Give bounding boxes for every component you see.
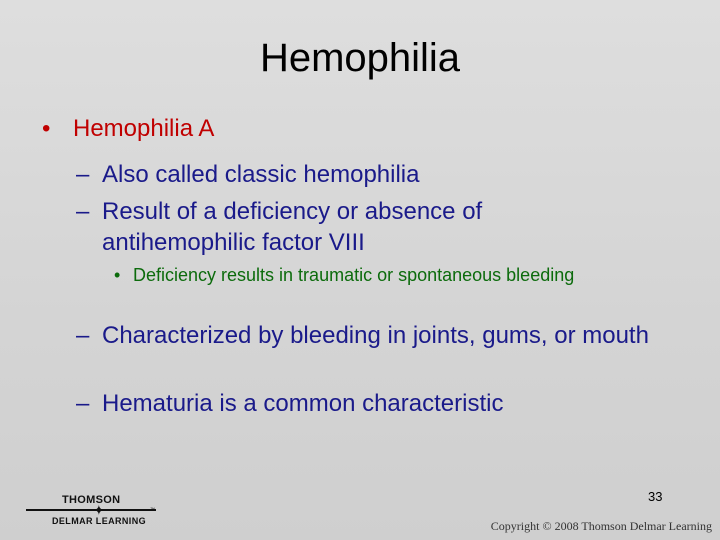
thomson-delmar-logo [26, 494, 166, 534]
bullet-marker: • [114, 265, 121, 285]
sub-bullet-text: Hematuria is a common characteristic [102, 390, 504, 417]
dash-marker: – [76, 198, 90, 225]
sub-sub-bullet-text: Deficiency results in traumatic or spontaneous bleeding [133, 265, 575, 285]
dash-marker: – [76, 161, 90, 188]
page-number: 33 [648, 489, 663, 504]
trademark-mark: ™ [150, 507, 155, 513]
dash-marker: – [76, 322, 90, 349]
logo-bottom-text: DELMAR LEARNING [52, 516, 146, 526]
bullet-text: Hemophilia A [73, 115, 215, 142]
dash-marker: – [76, 390, 90, 417]
sub-bullet-text: Also called classic hemophilia [102, 161, 420, 188]
star-icon: ✦ [93, 502, 105, 518]
sub-bullet-text: Characterized by bleeding in joints, gums, or mouth [102, 322, 649, 349]
logo-rule [26, 509, 156, 511]
slide-title: Hemophilia [259, 36, 461, 80]
logo-top-text: THOMSON [62, 494, 121, 506]
copyright-text: Copyright © 2008 Thomson Delmar Learning [490, 519, 712, 533]
bullet-marker: • [42, 115, 51, 142]
sub-bullet-text: Result of a deficiency or absence of antihemophilic factor VIII [102, 198, 483, 256]
